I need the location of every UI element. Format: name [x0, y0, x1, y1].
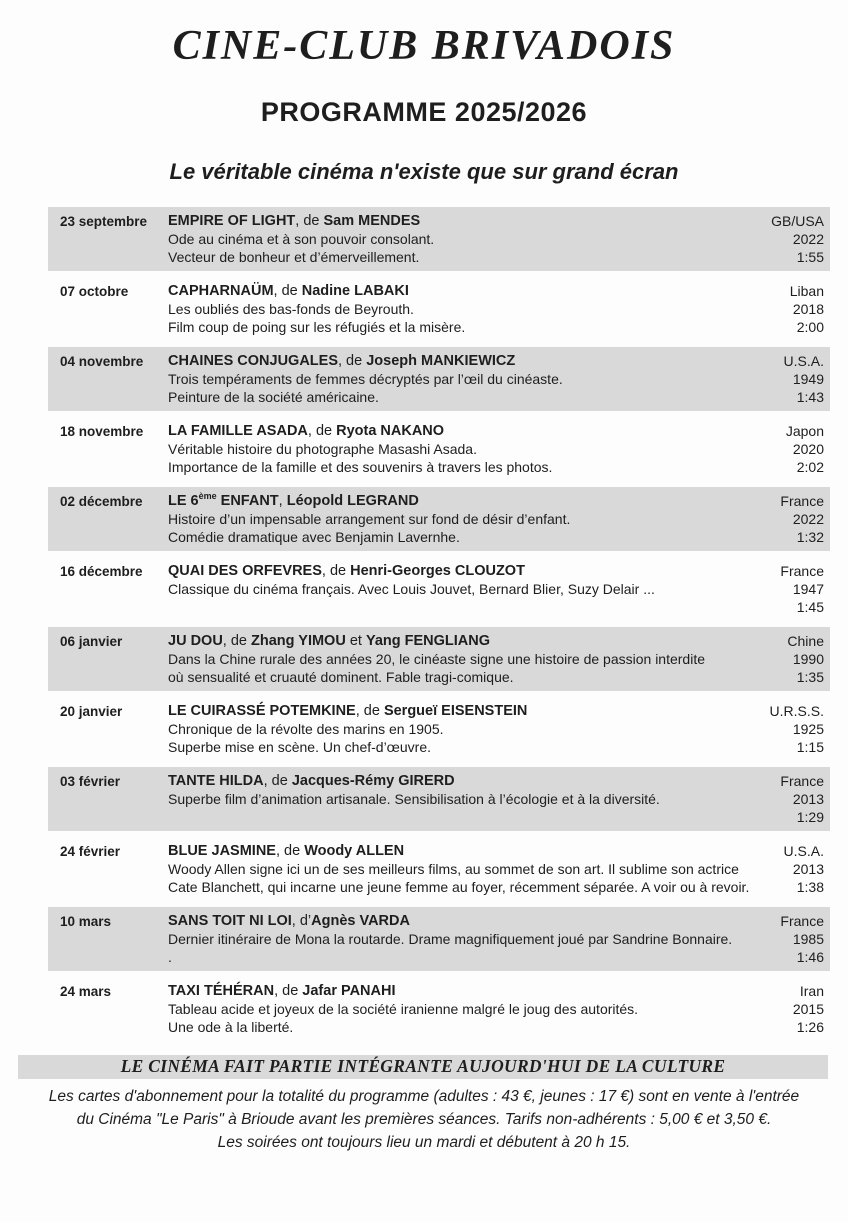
film-main — [168, 772, 762, 808]
footer-note-line: du Cinéma "Le Paris" à Brioude avant les premières séances. Tarifs non-adhérents : 5,00 € et 3,50 €. — [76, 1111, 772, 1128]
film-title-segment: TAXI TÉHÉRAN — [168, 983, 275, 999]
film-description-line: Ode au cinéma et à son pouvoir consolant. — [168, 231, 435, 247]
film-title-segment: , de — [263, 773, 292, 789]
film-meta — [762, 562, 824, 616]
page-title: CINE-CLUB BRIVADOIS — [172, 23, 676, 69]
film-title-segment: ENFANT — [216, 493, 279, 509]
film-main — [168, 282, 762, 336]
film-meta — [762, 982, 824, 1036]
film-duration: 2:00 — [796, 319, 824, 335]
film-description-line: Tableau acide et joyeux de la société iranienne malgré le joug des autorités. — [168, 1001, 639, 1017]
film-year: 1949 — [792, 371, 824, 387]
film-description-line: Une ode à la liberté. — [168, 1019, 294, 1035]
film-date: 07 octobre — [60, 284, 129, 299]
film-meta — [762, 842, 824, 896]
film-title-segment: JU DOU — [168, 633, 223, 649]
film-title-segment: SANS TOIT NI LOI — [168, 913, 292, 929]
film-meta — [762, 492, 824, 546]
film-title-segment: , — [278, 493, 287, 509]
film-title-segment: TANTE HILDA — [168, 773, 264, 789]
film-title-segment: , de — [222, 633, 252, 649]
film-description-line: Comédie dramatique avec Benjamin Lavernhe. — [168, 529, 460, 545]
film-title-segment: , de — [338, 353, 367, 369]
film-year: 2020 — [792, 441, 824, 457]
film-meta — [762, 352, 824, 406]
film-duration: 1:29 — [796, 809, 824, 825]
film-main — [168, 492, 762, 546]
film-row — [48, 557, 830, 621]
film-title-segment: Sam MENDES — [323, 213, 421, 229]
film-main — [168, 842, 762, 896]
film-row — [48, 977, 830, 1041]
film-country: Chine — [787, 633, 824, 649]
film-title — [168, 212, 752, 230]
film-row — [48, 627, 830, 691]
film-country: France — [780, 913, 824, 929]
film-title-segment: , de — [295, 213, 324, 229]
film-duration: 1:46 — [796, 949, 824, 965]
film-year: 2022 — [792, 231, 824, 247]
film-description-line: Cate Blanchett, qui incarne une jeune femme au foyer, récemment séparée. A voir ou à revoir. — [168, 879, 750, 895]
film-date: 03 février — [60, 774, 121, 789]
film-title — [168, 282, 752, 300]
film-year: 1947 — [792, 581, 824, 597]
film-title-segment: Agnès VARDA — [311, 913, 410, 929]
film-title-segment: LE 6 — [168, 493, 199, 509]
film-main — [168, 212, 762, 266]
film-country: U.S.A. — [783, 353, 824, 369]
film-title-segment: Nadine LABAKI — [301, 283, 409, 299]
page-header — [0, 22, 848, 185]
film-country: France — [780, 493, 824, 509]
footer-note-line: Les soirées ont toujours lieu un mardi et débutent à 20 h 15. — [217, 1134, 631, 1151]
film-description-line: Histoire d’un impensable arrangement sur fond de désir d’enfant. — [168, 511, 571, 527]
film-duration: 1:43 — [796, 389, 824, 405]
film-title-segment: Jafar PANAHI — [302, 983, 396, 999]
film-year: 2013 — [792, 861, 824, 877]
film-meta — [762, 632, 824, 686]
film-main — [168, 632, 762, 686]
film-title-segment: CHAINES CONJUGALES — [168, 353, 338, 369]
film-title — [168, 492, 752, 510]
film-row — [48, 277, 830, 341]
film-duration: 1:38 — [796, 879, 824, 895]
film-title-segment: Jacques-Rémy GIRERD — [291, 773, 455, 789]
film-main — [168, 982, 762, 1036]
film-title-segment: QUAI DES ORFEVRES — [168, 563, 322, 579]
film-description-line: Superbe film d’animation artisanale. Sensibilisation à l’écologie et à la diversité. — [168, 791, 660, 807]
film-title-segment: Zhang YIMOU — [251, 633, 346, 649]
film-title-segment: , de — [274, 983, 303, 999]
film-description-line: . — [168, 949, 172, 965]
film-row — [48, 207, 830, 271]
film-title-segment: LA FAMILLE ASADA — [168, 423, 308, 439]
film-title — [168, 912, 752, 930]
film-description-line: Film coup de poing sur les réfugiés et la misère. — [168, 319, 466, 335]
film-description-line: Dans la Chine rurale des années 20, le cinéaste signe une histoire de passion interdite — [168, 651, 706, 667]
film-title-segment: Yang FENGLIANG — [365, 633, 491, 649]
film-year: 2015 — [792, 1001, 824, 1017]
page-tagline: Le véritable cinéma n'existe que sur grand écran — [169, 159, 679, 184]
film-duration: 1:32 — [796, 529, 824, 545]
film-meta — [762, 772, 824, 826]
film-title-segment: , de — [307, 423, 337, 439]
film-title-segment: Sergueï EISENSTEIN — [383, 703, 528, 719]
film-year: 2013 — [792, 791, 824, 807]
film-title-segment: , d’ — [291, 913, 312, 929]
film-date: 18 novembre — [60, 424, 144, 439]
film-description-line: où sensualité et cruauté dominent. Fable tragi-comique. — [168, 669, 514, 685]
film-country: Japon — [785, 423, 824, 439]
film-date: 24 mars — [60, 984, 112, 999]
film-description-line: Woody Allen signe ici un de ses meilleurs films, au sommet de son art. Il sublime son actrice — [168, 861, 739, 877]
film-meta — [762, 912, 824, 966]
page-subtitle: PROGRAMME 2025/2026 — [260, 97, 588, 127]
film-meta — [762, 282, 824, 336]
film-description-line: Véritable histoire du photographe Masashi Asada. — [168, 441, 477, 457]
film-main — [168, 912, 762, 966]
film-country: GB/USA — [771, 213, 824, 229]
film-date: 04 novembre — [60, 354, 144, 369]
film-duration: 1:26 — [796, 1019, 824, 1035]
film-title — [168, 772, 752, 790]
film-meta — [762, 422, 824, 476]
film-title-segment: LE CUIRASSÉ POTEMKINE — [168, 703, 356, 719]
film-description-line: Classique du cinéma français. Avec Louis Jouvet, Bernard Blier, Suzy Delair ... — [168, 581, 655, 597]
film-date: 10 mars — [60, 914, 112, 929]
film-description-line: Superbe mise en scène. Un chef-d’œuvre. — [168, 739, 432, 755]
film-row — [48, 487, 830, 551]
film-title-segment: Woody ALLEN — [304, 843, 405, 859]
film-main — [168, 562, 762, 598]
film-row — [48, 347, 830, 411]
film-year: 1990 — [792, 651, 824, 667]
film-date: 02 décembre — [60, 494, 143, 509]
film-title — [168, 352, 752, 370]
film-country: Liban — [789, 283, 824, 299]
film-list — [48, 207, 830, 1041]
film-year: 1925 — [792, 721, 824, 737]
film-title-segment: BLUE JASMINE — [168, 843, 276, 859]
film-meta — [762, 212, 824, 266]
film-title-segment: Joseph MANKIEWICZ — [366, 353, 516, 369]
film-title-segment: Henri-Georges CLOUZOT — [350, 563, 525, 579]
film-description-line: Importance de la famille et des souvenirs à travers les photos. — [168, 459, 553, 475]
film-title-segment: Ryota NAKANO — [336, 423, 445, 439]
film-year: 1985 — [792, 931, 824, 947]
film-description-line: Dernier itinéraire de Mona la routarde. Drame magnifiquement joué par Sandrine Bonnaire. — [168, 931, 733, 947]
film-title-segment: , de — [321, 563, 351, 579]
film-date: 20 janvier — [60, 704, 123, 719]
film-description-line: Chronique de la révolte des marins en 1905. — [168, 721, 444, 737]
film-title — [168, 562, 752, 580]
film-main — [168, 352, 762, 406]
film-meta — [762, 702, 824, 756]
film-row — [48, 417, 830, 481]
film-row — [48, 697, 830, 761]
film-duration: 2:02 — [796, 459, 824, 475]
film-description-line: Les oubliés des bas-fonds de Beyrouth. — [168, 301, 414, 317]
film-title-segment: , de — [355, 703, 384, 719]
film-description-line: Trois tempéraments de femmes décryptés par l’œil du cinéaste. — [168, 371, 563, 387]
film-title-segment: CAPHARNAÜM — [168, 283, 274, 299]
film-title-segment: , de — [275, 843, 305, 859]
film-country: Iran — [799, 983, 824, 999]
film-date: 24 février — [60, 844, 121, 859]
film-title-segment: EMPIRE OF LIGHT — [168, 213, 296, 229]
film-title — [168, 842, 752, 860]
film-description-line: Peinture de la société américaine. — [168, 389, 379, 405]
film-main — [168, 422, 762, 476]
film-title-segment: , de — [273, 283, 302, 299]
film-duration: 1:55 — [796, 249, 824, 265]
film-description-line: Vecteur de bonheur et d’émerveillement. — [168, 249, 420, 265]
film-title — [168, 702, 752, 720]
film-title-segment: ème — [198, 491, 217, 502]
film-country: U.R.S.S. — [769, 703, 824, 719]
film-year: 2022 — [792, 511, 824, 527]
page-footer — [0, 1055, 848, 1154]
film-duration: 1:35 — [796, 669, 824, 685]
program-page — [0, 22, 848, 1222]
film-row — [48, 837, 830, 901]
film-title-segment: et — [345, 633, 366, 649]
film-country: U.S.A. — [783, 843, 824, 859]
film-title — [168, 422, 752, 440]
footer-note-line: Les cartes d'abonnement pour la totalité du programme (adultes : 43 €, jeunes : 17 €) sont en vente à l'entrée — [48, 1088, 800, 1105]
film-date: 23 septembre — [60, 214, 148, 229]
film-duration: 1:15 — [796, 739, 824, 755]
film-title-segment: Léopold LEGRAND — [286, 493, 419, 509]
film-country: France — [780, 563, 824, 579]
film-title — [168, 982, 752, 1000]
film-date: 06 janvier — [60, 634, 123, 649]
film-year: 2018 — [792, 301, 824, 317]
film-duration: 1:45 — [796, 599, 824, 615]
film-main — [168, 702, 762, 756]
footer-note — [0, 1085, 848, 1154]
film-country: France — [780, 773, 824, 789]
film-row — [48, 907, 830, 971]
film-date: 16 décembre — [60, 564, 143, 579]
film-row — [48, 767, 830, 831]
footer-banner: LE CINÉMA FAIT PARTIE INTÉGRANTE AUJOURD'HUI DE LA CULTURE — [18, 1055, 828, 1079]
film-title — [168, 632, 752, 650]
